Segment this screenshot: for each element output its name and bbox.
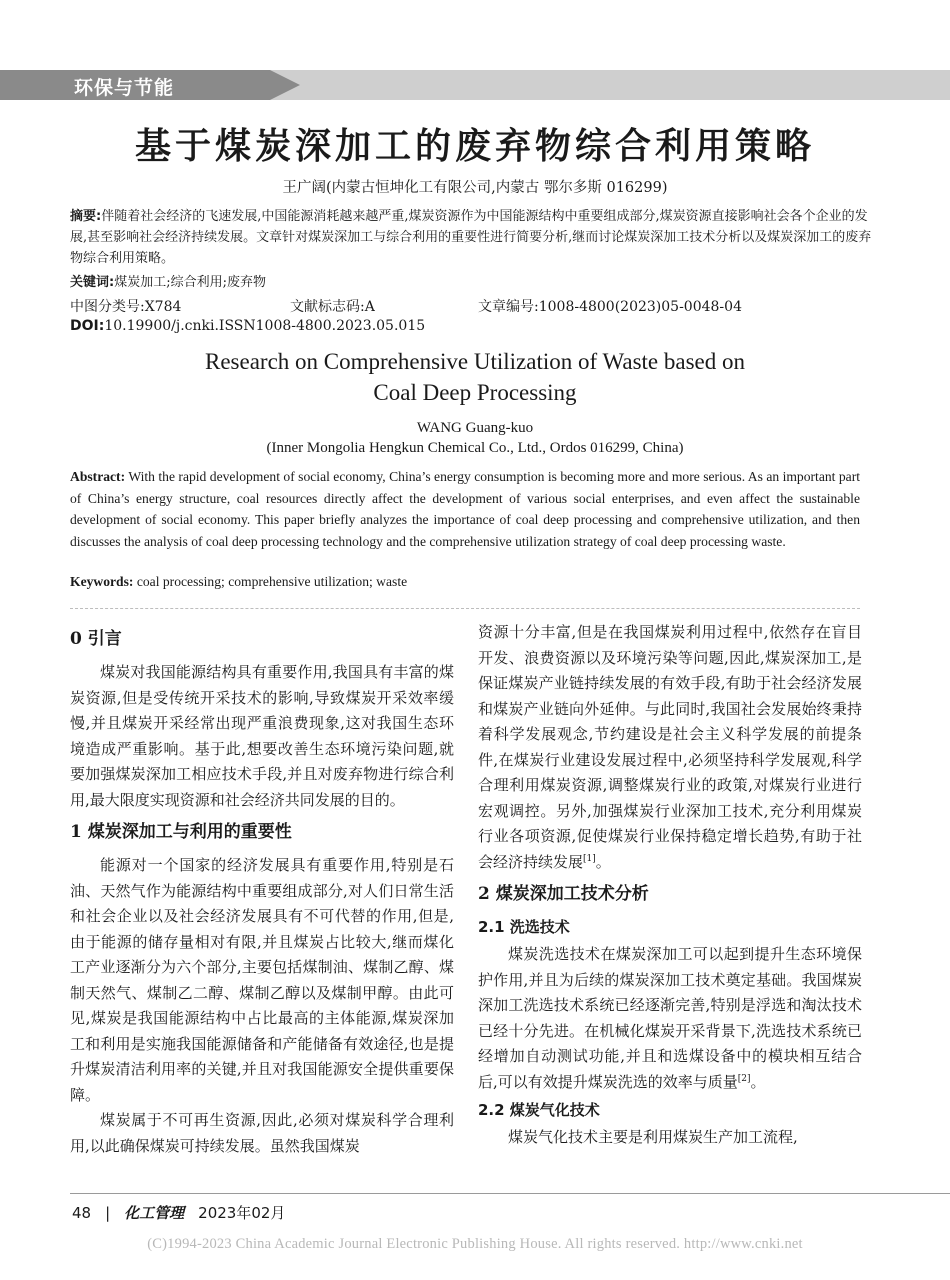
issue-date: 2023年02月: [198, 1204, 286, 1222]
reference-2: [2]: [737, 1073, 751, 1084]
keywords-en-text: coal processing; comprehensive utilization; waste: [136, 574, 408, 589]
abstract-cn: [70, 206, 882, 269]
abstract-en: [70, 466, 860, 552]
keywords-cn: [70, 272, 882, 293]
footer-separator: |: [105, 1204, 111, 1222]
section-divider: [70, 608, 860, 609]
section-2-1-paragraph-text: 煤炭洗选技术在煤炭深加工可以起到提升生态环境保护作用,并且为后续的煤炭深加工技术奠定基础。我国煤炭深加工洗选技术系统已经逐渐完善,特别是浮选和淘汰技术已经十分先进。在机械化煤炭开采背景下,洗选技术系统已经增加自动测试功能,并且和选煤设备中的模块相互结合后,可以有效提升煤炭洗选的效率与质量: [478, 945, 862, 1091]
abstract-cn-label: 摘要:: [70, 209, 102, 224]
abstract-en-label: Abstract:: [70, 469, 126, 484]
reference-1: [1]: [583, 853, 596, 864]
keywords-cn-text: 煤炭加工;综合利用;废弃物: [114, 275, 266, 290]
section-band: [0, 70, 950, 100]
english-title-line-2: Coal Deep Processing: [373, 380, 577, 405]
english-title: [0, 346, 950, 408]
copyright-notice: (C)1994-2023 China Academic Journal Electronic Publishing House. All rights reserved. http://www.cnki.net: [147, 1236, 803, 1252]
section-1-paragraph-1: 能源对一个国家的经济发展具有重要作用,特别是石油、天然气作为能源结构中重要组成部分,对人们日常生活和社会企业以及社会经济发展具有不可代替的作用,但是,由于能源的储存量相对有限,并且煤炭占比较大,继而煤化工产业逐渐分为六个部分,主要包括煤制油、煤制乙醇、煤制天然气、煤制乙二醇、煤制乙醇以及煤制甲醇。由此可见,煤炭是我国能源结构中占比最高的主体能源,煤炭深加工和利用是实施我国能源储备和产能储备有效途径,也是提升煤炭清洁利用率的关键,并且对我国能源安全提供重要保障。: [70, 856, 454, 1104]
english-author-block: [0, 418, 950, 458]
left-column: [70, 620, 454, 1159]
author-affiliation-cn: 王广阔(内蒙古恒坤化工有限公司,内蒙古 鄂尔多斯 016299): [282, 180, 668, 196]
keywords-cn-label: 关键词:: [70, 275, 115, 290]
section-2-2-heading: 2.2 煤炭气化技术: [478, 1101, 600, 1119]
clc-number: 中图分类号:X784: [70, 299, 182, 315]
section-0-heading: 0 引言: [70, 629, 122, 649]
page-footer: [72, 1202, 285, 1223]
section-label: 环保与节能: [74, 77, 175, 99]
section-1-paragraph-2-continued-text: 资源十分丰富,但是在我国煤炭利用过程中,依然存在盲目开发、浪费资源以及环境污染等问题,因此,煤炭深加工,是保证煤炭产业链持续发展的有效手段,有助于社会经济发展和煤炭产业链向外延伸。与此同时,我国社会发展始终秉持着科学发展观念,节约建设是社会主义科学发展的前提条件,在煤炭行业建设发展过程中,必须坚持科学发展观,科学合理利用煤炭资源,调整煤炭行业的政策,对煤炭行业进行宏观调控。另外,加强煤炭行业深加工技术,充分利用煤炭行业各项资源,促使煤炭行业保持稳定增长趋势,有助于社会经济持续发展: [478, 623, 862, 871]
footer-rule: [70, 1193, 950, 1194]
doi-label: DOI:: [70, 318, 105, 334]
section-2-1-heading: 2.1 洗选技术: [478, 918, 570, 936]
section-1-paragraph-2-continued: [478, 620, 862, 875]
sentence-end: 。: [595, 852, 611, 871]
english-title-line-1: Research on Comprehensive Utilization of Waste based on: [205, 349, 745, 374]
sentence-end: 。: [750, 1072, 766, 1091]
section-2-2-paragraph: 煤炭气化技术主要是利用煤炭生产加工流程,: [508, 1128, 798, 1146]
abstract-en-text: With the rapid development of social economy, China’s energy consumption is becoming more and more serious. As an important part of China’s energy structure, coal resources directly affect the development of various social enterprises, and even affect the sustainable development of social economy. This paper briefly analyzes the importance of coal deep processing and comprehensive utilization, and then discusses the analysis of coal deep processing technology and the comprehensive utilization strategy of coal deep processing waste.: [70, 469, 860, 549]
article-number: 文章编号:1008-4800(2023)05-0048-04: [478, 299, 742, 315]
doi-value: 10.19900/j.cnki.ISSN1008-4800.2023.05.015: [104, 318, 426, 334]
document-code: 文献标志码:A: [290, 299, 375, 315]
section-1-paragraph-2: 煤炭属于不可再生资源,因此,必须对煤炭科学合理利用,以此确保煤炭可持续发展。虽然我国煤炭: [70, 1111, 454, 1155]
section-2-1-paragraph: [478, 942, 862, 1095]
doi: [70, 318, 425, 334]
section-1-heading: 1 煤炭深加工与利用的重要性: [70, 822, 292, 842]
right-column: [478, 620, 862, 1151]
english-author: WANG Guang-kuo: [416, 420, 534, 436]
section-2-heading: 2 煤炭深加工技术分析: [478, 884, 649, 904]
journal-logo: 化工管理: [124, 1204, 185, 1222]
article-title: 基于煤炭深加工的废弃物综合利用策略: [134, 126, 815, 167]
abstract-cn-text: 伴随着社会经济的飞速发展,中国能源消耗越来越严重,煤炭资源作为中国能源结构中重要组成部分,煤炭资源直接影响社会各个企业的发展,甚至影响社会经济持续发展。文章针对煤炭深加工与综合利用的重要性进行简要分析,继而讨论煤炭深加工技术分析以及煤炭深加工的废弃物综合利用策略。: [70, 209, 872, 266]
page-number: 48: [72, 1204, 92, 1222]
english-affiliation: (Inner Mongolia Hengkun Chemical Co., Ltd., Ordos 016299, China): [266, 440, 684, 456]
section-0-paragraph: 煤炭对我国能源结构具有重要作用,我国具有丰富的煤炭资源,但是受传统开采技术的影响,导致煤炭开采效率缓慢,并且煤炭开采经常出现严重浪费现象,这对我国生态环境造成严重影响。基于此,想要改善生态环境污染问题,就要加强煤炭深加工相应技术手段,并且对废弃物进行综合利用,最大限度实现资源和社会经济共同发展的目的。: [70, 663, 454, 809]
keywords-en: [70, 574, 860, 590]
keywords-en-label: Keywords:: [70, 574, 134, 589]
